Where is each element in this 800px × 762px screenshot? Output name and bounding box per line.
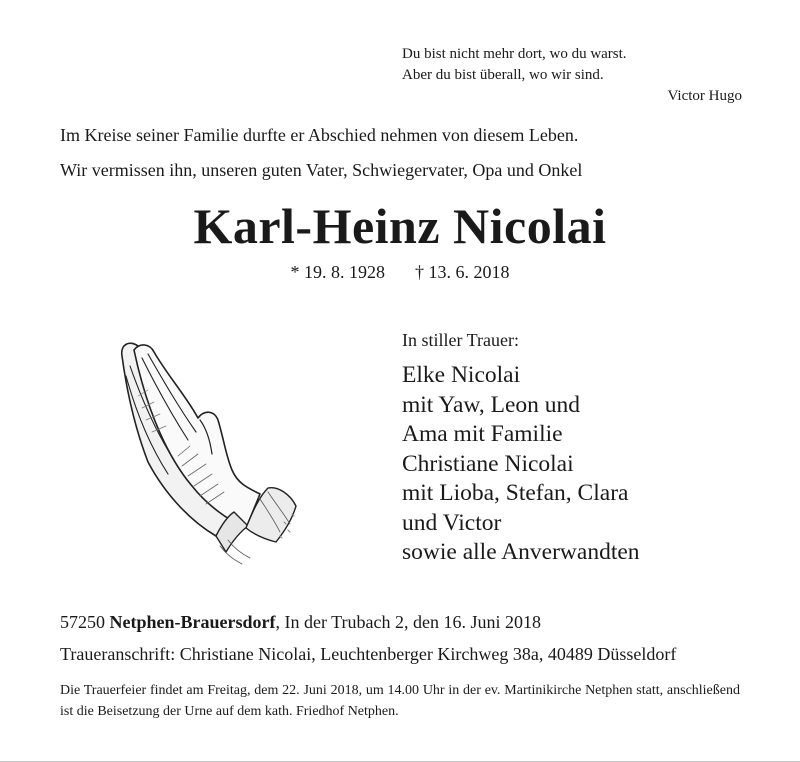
mourner-line: und Victor: [402, 509, 502, 536]
deceased-name: Karl-Heinz Nicolai: [193, 198, 607, 254]
quote-line-1: Du bist nicht mehr dort, wo du warst.: [402, 46, 627, 62]
address-postcode: 57250: [60, 612, 105, 632]
life-dates: [0, 262, 800, 283]
address-town: Netphen-Brauersdorf: [109, 612, 276, 632]
address-rest: , In der Trubach 2, den 16. Juni 2018: [275, 612, 541, 632]
quote-block: [402, 44, 742, 107]
mourner-line: sowie alle Anverwandten: [402, 539, 640, 565]
mourning-label: In stiller Trauer:: [402, 330, 519, 350]
mourners-list: [402, 361, 640, 568]
mourner-line: mit Yaw, Leon und: [402, 391, 580, 418]
praying-hands-icon: [108, 336, 308, 568]
birth-date: * 19. 8. 1928: [290, 262, 385, 282]
mourner-line: Christiane Nicolai: [402, 450, 574, 477]
death-date: † 13. 6. 2018: [415, 262, 510, 282]
intro-line-1: Im Kreise seiner Familie durfte er Abschied nehmen von diesem Leben.: [60, 125, 579, 145]
mourner-line: Ama mit Familie: [402, 421, 563, 447]
intro-line-2: Wir vermissen ihn, unseren guten Vater, Schwiegervater, Opa und Onkel: [60, 160, 583, 180]
funeral-info: Die Trauerfeier findet am Freitag, dem 22. Juni 2018, um 14.00 Uhr in der ev. Martinikirche Netphen statt, anschließend ist die Beisetzung der Urne auf dem kath. Friedhof Netphen.: [60, 683, 740, 719]
mourner-line: mit Lioba, Stefan, Clara: [402, 480, 629, 506]
condolence-address: Traueranschrift: Christiane Nicolai, Leuchtenberger Kirchweg 38a, 40489 Düsseldorf: [60, 644, 677, 664]
address-line: [60, 612, 541, 633]
mourner-line: Elke Nicolai: [402, 362, 521, 388]
quote-author: Victor Hugo: [667, 88, 742, 104]
quote-line-2: Aber du bist überall, wo wir sind.: [402, 67, 604, 83]
